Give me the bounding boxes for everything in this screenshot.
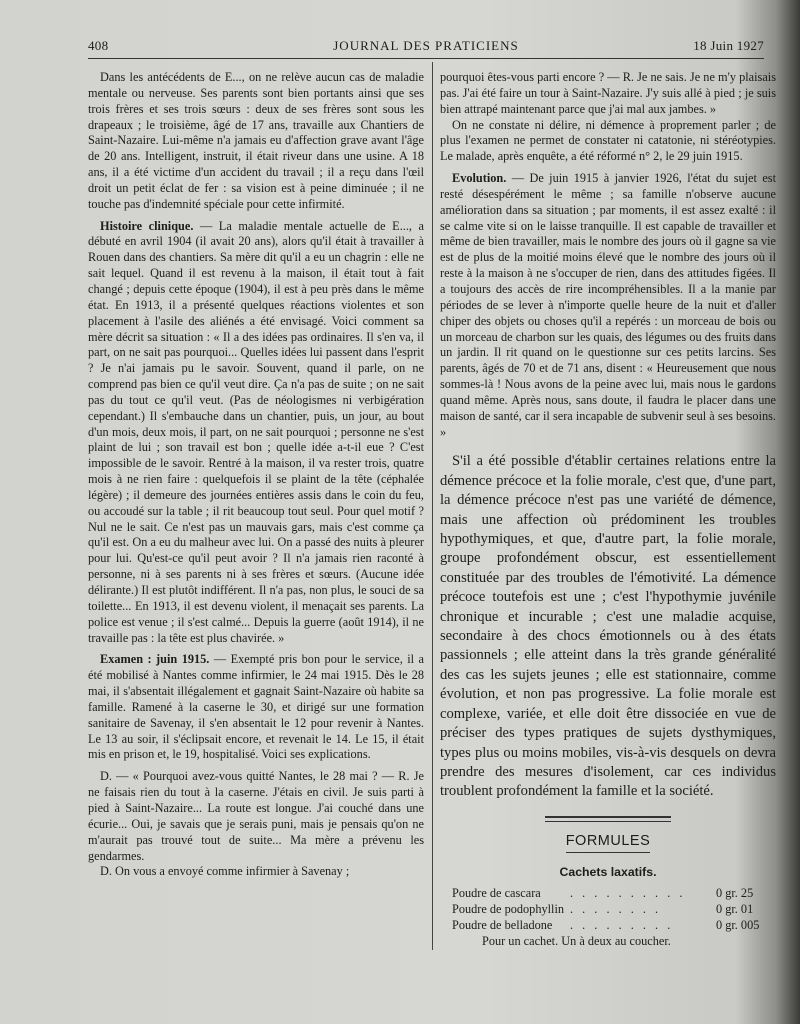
paragraph-text: — La maladie mentale actuelle de E..., a débuté en avril 1904 (il avait 20 ans), alors qu'il était à travailler à Rouen dans des chantiers. Sa mère dit qu'il a eu un chagrin : elle ne sait lequel. Quand il est revenu à la maison, il était tout à fait changé ; depuis cette époque (1904), il est à peu près dans le même état. En 1913, il a présenté quelques réactions violentes et son placement à l'asile des aliénés a été envisagé. Voici comment sa mère décrit sa situation : « Il a des idées pas ordinaires. Il s'en va, il part, on ne sait pas pourquoi... Quelles idées lui passent dans l'esprit ? Je n'ai jamais pu le savoir. Souvent, quand il parle, on ne comprend pas bien ce qu'il veut dire. Ça n'a pas de suite ; on ne sait pas du tout ce qu'il veut. (Pas de néologismes ni verbigération cependant.) Il s'embauche dans un chantier, puis, un jour, au bout d'un mois, deux mois, il part, on ne sait pourquoi ; personne ne s'est plaint de lui ; son travail est bon ; quelle idée a-t-il eue ? C'est impossible de le savoir. Rentré à la maison, il va rester trois, quatre mois à ne rien faire : quelquefois il se plaint de la tête (céphalée légère) ; il demeure des journées entières assis dans le coin du feu, ou accoudé sur la table ; il rit beaucoup tout seul. Pour quel motif ? Nul ne le sait. Ce n'est pas un mauvais gars, mais c'est comme ça qu'il est. On a eu du malheur avec lui. On a passé des nuits à pleurer pour lui. Qu'est-ce qu'il peut avoir ? Il n'a jamais rien raconté à personne, ni à ses parents ni à ses frères et sœurs. (Aucune idée délirante.) Il est plutôt indifférent. Il n'a pas, non plus, le souci de sa toilette... En 1913, il est devenu violent, il menaçait ses parents. La police est venue ; il s'est calmé... Depuis la guerre (août 1914), il ne travaille pas : la tête est plus chavirée. » — [88, 218, 424, 645]
header-rule — [88, 58, 764, 59]
formules-title: FORMULES — [565, 832, 651, 849]
paragraph-examen — [88, 652, 424, 763]
formula-dose: 0 gr. 25 — [716, 886, 754, 901]
journal-title: JOURNAL DES PRATICIENS — [333, 38, 519, 53]
paragraph-constat: On ne constate ni délire, ni démence à proprement parler ; de plus l'examen ne permet de constater ni catatonie, ni stéréotypies. Le malade, après enquête, a été réformé n° 2, le 29 juin 1915. — [440, 117, 776, 164]
formula-note: Pour un cachet. Un à deux au coucher. — [482, 934, 671, 949]
paragraph-text: — Exempté pris bon pour le service, il a été mobilisé à Nantes comme infirmier, le 24 mai 1915. Dès le 28 mai, il s'absentait illégalement et gagnait Saint-Nazaire où habite sa famille. Ramené à la caserne le 30, et dirigé sur une formation sanitaire de Savenay, il s'en absentait le 12 pour revenir à Nantes. Le 13 au soir, il s'éclipsait encore, et revenait le 14. Le 15, il était mis en prison et, le 19, hospitalisé. Voici ses explications. — [88, 652, 424, 762]
right-column — [440, 70, 776, 950]
formula-item — [440, 902, 776, 918]
formula-ingredient: Poudre de belladone — [452, 918, 553, 933]
section-title-examen: Examen : juin 1915. — [100, 652, 210, 667]
formula-ingredient: Poudre de podophyllin — [452, 902, 565, 917]
formula-leader-dots: . . . . . . . . . . — [570, 886, 686, 901]
left-column — [88, 70, 424, 886]
paragraph-histoire-clinique — [88, 219, 424, 647]
paragraph-dialogue-2: D. On vous a envoyé comme infirmier à Savenay ; — [100, 864, 350, 879]
formula-leader-dots: . . . . . . . . — [570, 902, 662, 917]
paragraph-evolution — [440, 171, 776, 440]
paragraph-dialogue-1: D. — « Pourquoi avez-vous quitté Nantes, le 28 mai ? — R. Je ne faisais rien du tout à la caserne. J'étais en civil. Je suis parti à pied à Saint-Nazaire... La route est longue. J'ai couché dans une écurie... Oui, je savais que je serais puni, mais je pensais qu'on ne m'aurait pas trouvé tout de suite... Ma mère a prévenu les gendarmes. — [88, 769, 424, 863]
formula-ingredient: Poudre de cascara — [452, 886, 541, 901]
paragraph-antecedents: Dans les antécédents de E..., on ne relève aucun cas de maladie mentale ou nerveuse. Ses parents sont bien portants ainsi que ses trois frères et ses trois sœurs : deux de ses frères sont sous les drapeaux ; le troisième, âgé de 17 ans, travaille aux Chantiers de Saint-Nazaire. Lui-même n'a jamais eu d'affection grave avant l'âge de 20 ans. Intelligent, instruit, il était riveur dans une usine. A 18 ans, il a été victime d'un accident du travail ; il a reçu dans l'œil droit un petit éclat de fer : sa vision est à peine diminuée ; il ne touche pas d'indemnité spéciale pour cette infirmité. — [88, 70, 424, 211]
formules-rule — [545, 816, 671, 822]
formula-item — [440, 918, 776, 934]
formula-subtitle: Cachets laxatifs. — [559, 864, 657, 879]
formula-dose: 0 gr. 005 — [716, 918, 760, 933]
issue-date: 18 Juin 1927 — [693, 38, 764, 53]
paragraph-dialogue-cont: pourquoi êtes-vous parti encore ? — R. Je ne sais. Je ne m'y plaisais pas. J'ai été faire un tour à Saint-Nazaire. J'y suis allé à pied ; je suis bien attrapé maintenant parce que j'ai mal aux jambes. » — [440, 70, 776, 116]
page-header — [88, 38, 764, 56]
section-title-evolution: Evolution. — [452, 171, 507, 186]
paragraph-conclusion: S'il a été possible d'établir certaines relations entre la démence précoce et la folie morale, c'est que, d'une part, la démence précoce n'est pas une variété de démence, mais une affection où prédominent les troubles hypothymiques, et que, d'autre part, la folie morale, groupe profondément obscur, est essentiellement constituée par des troubles de l'émotivité. La démence précoce toutefois est une ; c'est l'hypothymie juvénile chronique et incurable ; c'est une maladie acquise, secondaire à des chocs émotionnels ou à des états passionnels ; elle atteint dans la très grande généralité des cas les sujets jeunes ; elle est stationnaire, comme évolution, et non pas progressive. La folie morale est complexe, variée, et elle doit être dissociée en vue de préciser des types pratiques de sujets dysthymiques, types plus ou moins mobiles, vis-à-vis desquels on devra prendre des mesures d'isolement, car ces individus troublent profondément la famille et la société. — [440, 453, 776, 800]
column-divider — [432, 62, 433, 950]
page-number: 408 — [88, 38, 109, 53]
formula-item — [440, 886, 776, 902]
formula-leader-dots: . . . . . . . . . — [570, 918, 674, 933]
formules-title-underline — [566, 852, 650, 853]
paragraph-text: — De juin 1915 à janvier 1926, l'état du sujet est resté désespérément le même ; sa famille n'observe aucune amélioration dans sa situation ; par moments, il est assez exalté : il se calme vite si on le laisse tranquille. Il est capable de travailler et même de bien travailler, mais le nombre des jours où il gagne sa vie est de plus de la moitié moins élevé que le nombre des jours où il reste à la maison à ne s'occuper de rien, dans des attitudes figées. Il a toujours des accès de rire incompréhensibles. Il a la manie par périodes de se lever à n'importe quelle heure de la nuit et d'aller chiper des objets ou choses qu'il a repérés : un morceau de bois ou un morceau de charbon sur les quais, des légumes ou des fruits dans un jardin. Il rit quand on le questionne sur ces petits larcins. Ses parents, âgés de 70 et de 71 ans, disent : « Heureusement que nous sommes-là ! Nous avons de la peine avec lui, mais nous le gardons quand même. Après nous, sans doute, il faudra le placer dans une maison de santé, car il sera incapable de subvenir seul à ses besoins. » — [440, 171, 776, 439]
section-title-histoire-clinique: Histoire clinique. — [100, 218, 194, 233]
formula-dose: 0 gr. 01 — [716, 902, 754, 917]
